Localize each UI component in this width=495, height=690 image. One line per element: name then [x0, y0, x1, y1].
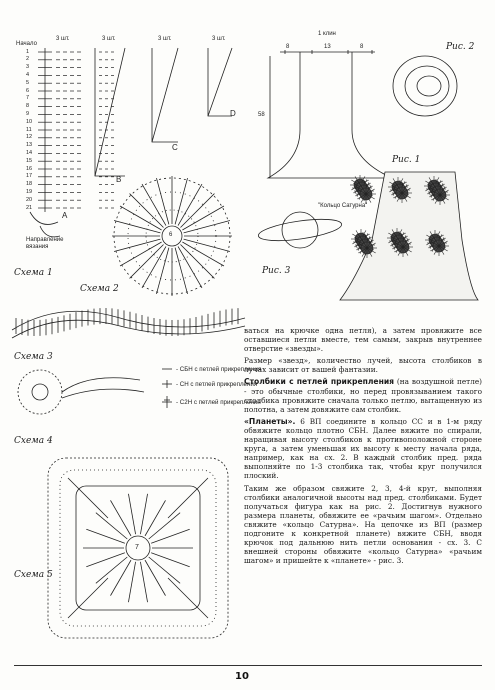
marker-a: A: [62, 211, 68, 220]
scheme-3: [12, 308, 245, 338]
row-number: 10: [26, 118, 33, 125]
scheme-2-label: Схема 2: [80, 284, 119, 294]
scheme-4-label: Схема 4: [14, 436, 53, 446]
row-number: 20: [26, 196, 33, 203]
dim-8b: 8: [360, 44, 364, 50]
row-number: 12: [26, 134, 33, 141]
figure-2-label: Рис. 2: [446, 42, 475, 52]
dim-58: 58: [258, 112, 265, 118]
direction-label: Направление вязания: [26, 237, 64, 250]
count-label-2: 3 шт.: [102, 36, 116, 42]
paragraph-3: Столбики с петлей прикрепления (на воздушной петле) - это обычные столбики, но перед провязыванием такого столбика провяжите сначала только петлю, вытащенную из полотна, а затем довяжите сам столбик.: [244, 377, 482, 414]
paragraph-3-heading: Столбики с петлей прикрепления: [244, 377, 395, 387]
footer-rule: [14, 665, 482, 666]
article-text: [244, 326, 482, 568]
row-number: 15: [26, 157, 33, 164]
figure-1-label: Рис. 1: [392, 155, 421, 165]
count-label-4: 3 шт.: [212, 36, 226, 42]
marker-c: C: [172, 143, 178, 152]
dim-13: 13: [324, 44, 331, 50]
row-number: 8: [26, 103, 30, 110]
scheme-5-label: Схема 5: [14, 570, 53, 580]
legend-sbn: - СБН с петлей прикрепления: [176, 366, 262, 373]
row-number: 2: [26, 56, 30, 63]
marker-d: D: [230, 109, 236, 118]
klin-label: 1 клин: [318, 31, 336, 37]
saturn-ring-label: "Кольцо Сатурна": [318, 203, 368, 209]
scheme-2-center: 6: [169, 232, 173, 238]
count-label-3: 3 шт.: [158, 36, 172, 42]
scheme-5-center: 7: [135, 544, 139, 551]
row-number: 3: [26, 64, 30, 71]
skirt-illustration: [340, 172, 478, 300]
paragraph-2: Размер «звезд», количество лучей, высота столбиков в лучах зависит от вашей фантазии.: [244, 356, 482, 375]
figure-3-label: Рис. 3: [262, 266, 291, 276]
row-number: 13: [26, 142, 33, 149]
paragraph-1: ваться на крючке одна петля), а затем провяжите все оставшиеся петли вместе, тем самым, закрыв внутреннее отверстие «звезды».: [244, 326, 482, 354]
row-number: 6: [26, 87, 30, 94]
legend-marks: [162, 369, 172, 408]
row-number: 7: [26, 95, 30, 102]
row-number: 19: [26, 188, 33, 195]
scheme-4: [18, 370, 144, 414]
dim-8a: 8: [286, 44, 290, 50]
scheme-1-rows: [38, 48, 114, 212]
paragraph-4-heading: «Планеты».: [244, 416, 296, 426]
legend-sn: - СН с петлей прикрепления: [176, 381, 258, 388]
row-number: 5: [26, 79, 30, 86]
row-number: 9: [26, 110, 30, 117]
figure-3-saturn: [257, 212, 343, 248]
count-label-1: 3 шт.: [56, 36, 70, 42]
paragraph-5: Таким же образом свяжите 2, 3, 4-й круг, выполняя столбики аналогичной высоты над пред. столбиками. Будет получаться фигура как на рис. 2. Достигнув нужного размера планеты, обвяжите ее «рачьим шагом». Отдельно свяжите «кольцо Сатурна». На цепочке из ВП (размер подгоните к конкретной планете) вяжите СБН, вводя крючок под дальнюю нить петли основания - сх. 3. С внешней стороны обвяжите «кольцо Сатурна» «рачьим шагом» и пришейте к «планете» - рис. 3.: [244, 483, 482, 566]
marker-b: B: [116, 175, 122, 184]
row-number: 17: [26, 173, 33, 180]
row-number: 14: [26, 149, 33, 156]
row-number: 4: [26, 71, 30, 78]
paragraph-4: «Планеты». 6 ВП соедините в кольцо СС и в 1-м ряду обвяжите кольцо плотно СБН. Далее вяжите по спирали, наращивая высоту столбиков к противоположной стороне круга, а затем уменьшая их высоту к месту начала ряда, например, как на сх. 2. В каждый столбик пред. ряда выполняйте по 1-3 столбика так, чтобы круг получился плоский.: [244, 416, 482, 481]
figure-2-circles: [393, 56, 457, 116]
scheme-1-label: Схема 1: [14, 268, 53, 278]
legend-s2n: - С2Н с петлей прикрепления: [176, 399, 261, 406]
row-number: 1: [26, 48, 30, 55]
row-number: 11: [26, 126, 32, 133]
row-number: 21: [26, 204, 33, 211]
start-label: Начало: [16, 41, 37, 47]
scheme-3-label: Схема 3: [14, 352, 53, 362]
figure-1-skirt-pattern: [268, 50, 392, 178]
row-number: 18: [26, 181, 33, 188]
row-number: 16: [26, 165, 33, 172]
page-number: 10: [235, 671, 249, 682]
